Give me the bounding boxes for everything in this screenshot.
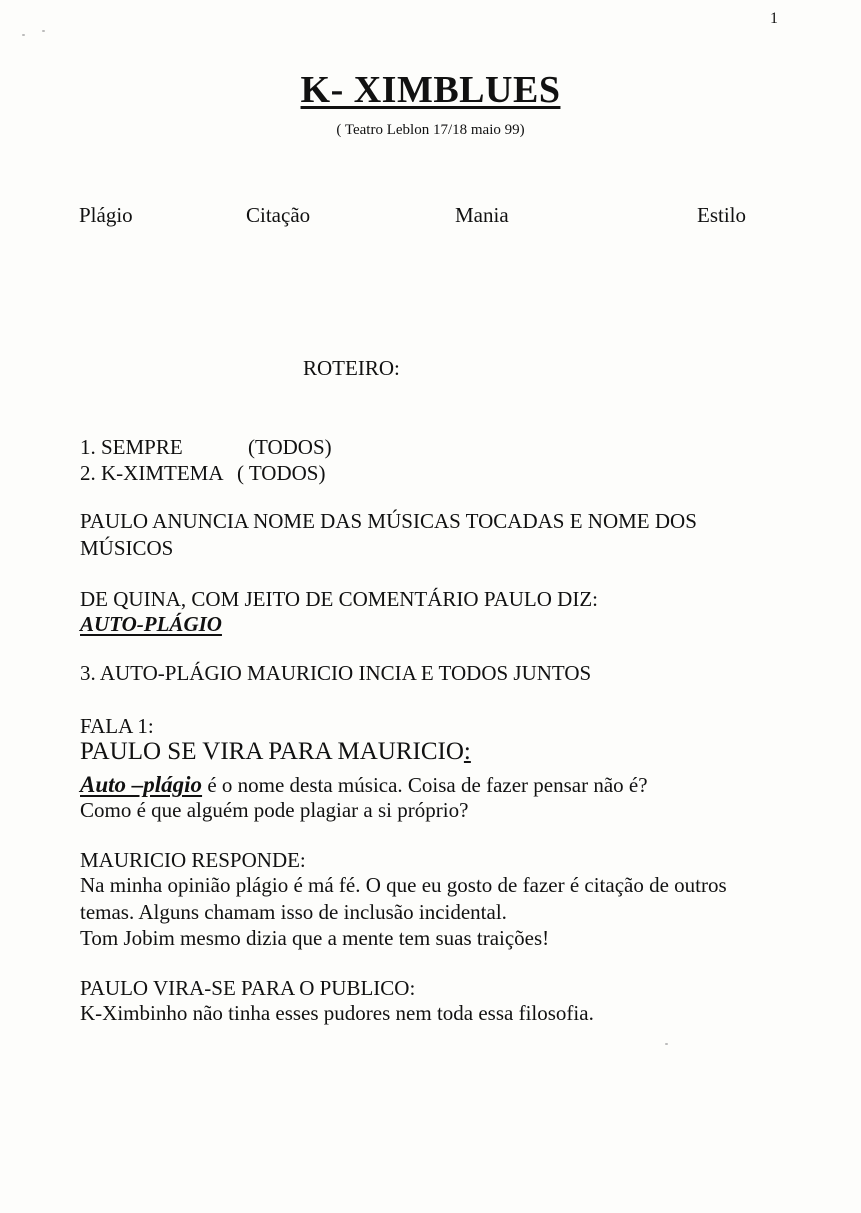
setlist-song: SEMPRE [101, 435, 183, 459]
paulo-speech-line-2: Como é que alguém pode plagiar a si próprio? [80, 798, 469, 822]
setlist-number: 1. [80, 435, 96, 459]
setlist-number: 2. [80, 461, 96, 485]
paulo-turns-colon: : [463, 738, 471, 765]
paulo-speech-line-1 [80, 772, 648, 798]
item-3-line: 3. AUTO-PLÁGIO MAURICIO INCIA E TODOS JUNTOS [80, 661, 592, 685]
setlist-performers: (TODOS) [248, 435, 332, 459]
mauricio-line-3: Tom Jobim mesmo dizia que a mente tem suas traições! [80, 926, 550, 950]
mauricio-line-1: Na minha opinião plágio é má fé. O que eu gosto de fazer é citação de outros [80, 873, 727, 897]
announce-line-2: MÚSICOS [80, 536, 174, 560]
setlist-item-1 [80, 435, 480, 460]
roteiro-heading: ROTEIRO: [303, 356, 400, 380]
topic-citacao: Citação [246, 203, 311, 227]
fala-1-label: FALA 1: [80, 714, 154, 738]
topic-plagio: Plágio [79, 203, 133, 227]
topic-mania: Mania [455, 203, 509, 227]
scan-speck [22, 34, 25, 36]
comment-line: DE QUINA, COM JEITO DE COMENTÁRIO PAULO DIZ: [80, 587, 598, 611]
announce-line-1: PAULO ANUNCIA NOME DAS MÚSICAS TOCADAS E NOME DOS [80, 509, 697, 533]
setlist-song: K-XIMTEMA [101, 461, 224, 485]
paulo-speech-rest: é o nome desta música. Coisa de fazer pensar não é? [202, 773, 648, 797]
document-subtitle: ( Teatro Leblon 17/18 maio 99) [336, 122, 525, 138]
setlist-performers: ( TODOS) [237, 461, 326, 485]
mauricio-label: MAURICIO RESPONDE: [80, 848, 306, 872]
paulo-public-line: K-Ximbinho não tinha esses pudores nem toda essa filosofia. [80, 1001, 594, 1025]
scan-speck [665, 1043, 668, 1045]
auto-plagio-emphasis: AUTO-PLÁGIO [80, 612, 222, 636]
scan-speck [42, 30, 45, 32]
document-title: K- XIMBLUES [300, 69, 561, 111]
setlist-item-2 [80, 461, 480, 486]
page-number: 1 [770, 10, 778, 27]
paulo-speech-emphasis: Auto –plágio [80, 772, 203, 797]
paulo-turns-line [80, 738, 471, 766]
paulo-turns-text: PAULO SE VIRA PARA MAURICIO [80, 738, 464, 765]
paulo-public-label: PAULO VIRA-SE PARA O PUBLICO: [80, 976, 416, 1000]
topic-estilo: Estilo [697, 203, 747, 227]
mauricio-line-2: temas. Alguns chamam isso de inclusão incidental. [80, 900, 507, 924]
